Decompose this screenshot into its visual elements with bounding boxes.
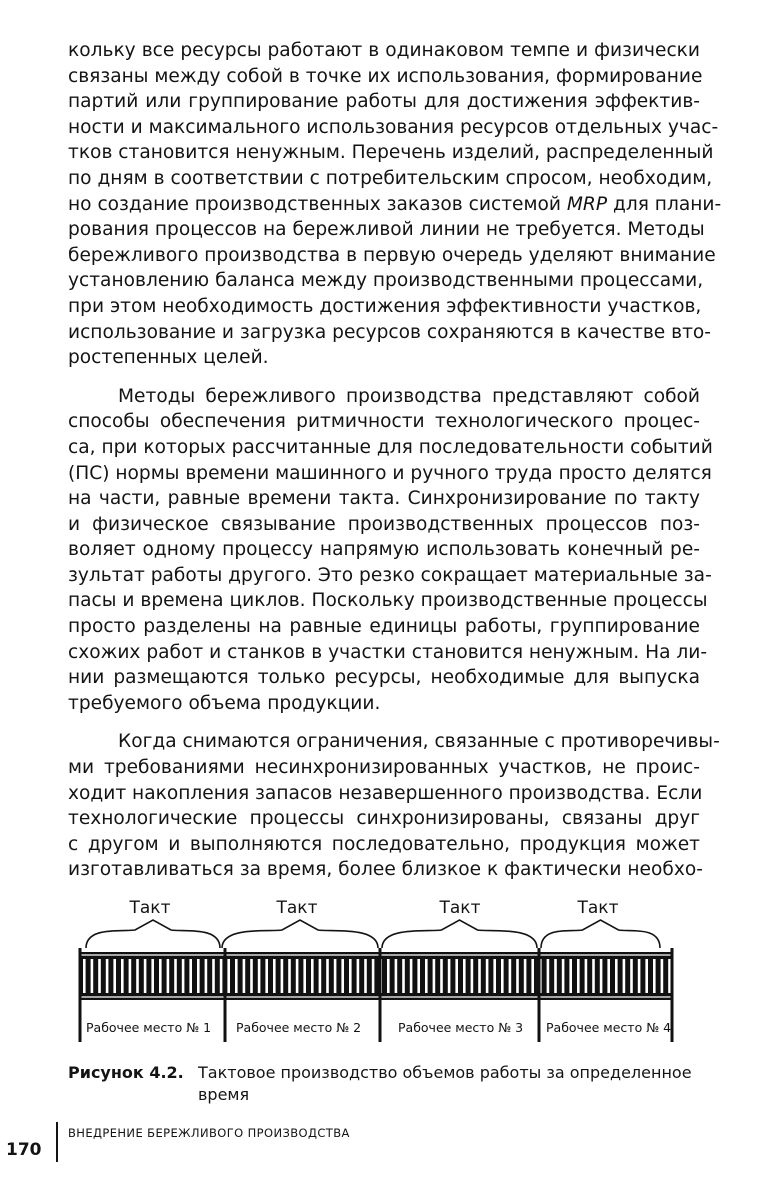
strip-slot <box>531 959 534 993</box>
workstation-label-3: Рабочее место № 3 <box>398 1020 524 1035</box>
text-line: технологические процессы синхронизированы, связаны друг <box>68 808 700 830</box>
body-text <box>68 38 722 883</box>
text-line: по дням в соответствии с потребительским спросом, необходим, <box>68 167 713 189</box>
strip-slot <box>243 959 246 993</box>
strip-slot <box>387 959 390 993</box>
strip-slot <box>600 959 603 993</box>
strip-slot <box>121 959 124 993</box>
strip-slot <box>585 959 588 993</box>
strip-slot <box>250 959 253 993</box>
takt-label-2: Такт <box>276 898 318 918</box>
strip-slot <box>410 959 413 993</box>
strip-slot <box>212 959 215 993</box>
strip-slot <box>417 959 420 993</box>
takt-figure <box>0 886 760 1056</box>
takt-braces <box>86 920 660 948</box>
text-line: са, при которых рассчитанные для последовательности событий <box>68 436 713 458</box>
strip-slot <box>630 959 633 993</box>
text-line: кольку все ресурсы работают в одинаковом темпе и физически <box>68 40 700 61</box>
text-line: ходит накопления запасов незавершенного производства. Если <box>68 782 703 804</box>
text-line: схожих работ и станков в участки становится ненужным. На ли- <box>68 641 708 663</box>
text-line: способы обеспечения ритмичности технологического процес- <box>68 411 700 433</box>
strip-slot <box>91 959 94 993</box>
strip-slot <box>516 959 519 993</box>
strip-slot <box>197 959 200 993</box>
strip-slot <box>167 959 170 993</box>
text-line: Методы бережливого производства представляют собой <box>118 385 700 407</box>
takt-label-1: Такт <box>129 898 171 918</box>
strip-slot <box>174 959 177 993</box>
caption-text: Тактовое производство объемов работы за определенное время <box>198 1063 692 1104</box>
text-line: с другом и выполняются последовательно, продукция может <box>68 833 700 855</box>
strip-slot <box>258 959 261 993</box>
text-line: нии размещаются только ресурсы, необходимые для выпуска <box>68 667 700 689</box>
paragraph-1 <box>68 38 722 371</box>
text-line: Когда снимаются ограничения, связанные с противоречивы- <box>118 731 720 753</box>
running-title: ВНЕДРЕНИЕ БЕРЕЖЛИВОГО ПРОИЗВОДСТВА <box>68 1126 350 1140</box>
strip-slot <box>303 959 306 993</box>
strip-slot <box>638 959 641 993</box>
strip-slot <box>182 959 185 993</box>
workstation-label-1: Рабочее место № 1 <box>86 1020 212 1035</box>
workstation-label-2: Рабочее место № 2 <box>236 1020 362 1035</box>
strip-slot <box>486 959 489 993</box>
strip-slot <box>144 959 147 993</box>
strip-slot <box>288 959 291 993</box>
text-line: ности и максимального использования ресурсов отдельных учас- <box>68 116 719 138</box>
strip-slot <box>478 959 481 993</box>
strip-slot <box>349 959 352 993</box>
strip-slot <box>425 959 428 993</box>
strip-slot <box>341 959 344 993</box>
strip-slot <box>357 959 360 993</box>
strip-slot <box>509 959 512 993</box>
strip-slot <box>493 959 496 993</box>
strip-slot <box>501 959 504 993</box>
strip-slot <box>668 959 671 993</box>
workstation-label-4: Рабочее место № 4 <box>546 1020 672 1035</box>
strip-slot <box>448 959 451 993</box>
strip-slot <box>592 959 595 993</box>
takt-label-4: Такт <box>577 898 619 918</box>
takt-labels <box>129 898 619 918</box>
strip-slot <box>395 959 398 993</box>
strip-slot <box>577 959 580 993</box>
strip-slot <box>106 959 109 993</box>
text-line: ми требованиями несинхронизированных участков, не проис- <box>68 757 700 779</box>
text-line: при этом необходимость достижения эффективности участков, <box>68 295 702 317</box>
strip-slot <box>311 959 314 993</box>
strip-slot <box>129 959 132 993</box>
text-line: просто разделены на равные единицы работы, группирование <box>68 616 700 638</box>
strip-slot <box>372 959 375 993</box>
strip-slot <box>615 959 618 993</box>
text-line: использование и загрузка ресурсов сохраняются в качестве вто- <box>68 321 712 343</box>
strip-slot <box>547 959 550 993</box>
strip-slot <box>645 959 648 993</box>
page-footer <box>0 1122 760 1162</box>
text-line: и физическое связывание производственных процессов поз- <box>68 513 700 535</box>
strip-slot <box>455 959 458 993</box>
strip-slot <box>98 959 101 993</box>
takt-brace <box>222 920 378 948</box>
strip-slot <box>326 959 329 993</box>
text-line: тков становится ненужным. Перечень изделий, распределенный <box>68 142 714 164</box>
strip-slot <box>661 959 664 993</box>
strip-slot <box>113 959 116 993</box>
page-number: 170 <box>6 1140 42 1160</box>
text-line: требуемого объема продукции. <box>68 692 381 714</box>
strip-slot <box>524 959 527 993</box>
station-divider <box>379 948 382 1042</box>
text-line: воляет одному процессу напрямую использовать конечный ре- <box>68 539 700 561</box>
strip-slot <box>569 959 572 993</box>
strip-slot <box>136 959 139 993</box>
strip-slot <box>281 959 284 993</box>
station-divider <box>224 948 227 1042</box>
strip-slot <box>205 959 208 993</box>
strip-slot <box>364 959 367 993</box>
strip-slot <box>220 959 223 993</box>
strip-slot <box>227 959 230 993</box>
text-line: (ПС) нормы времени машинного и ручного труда просто делятся <box>68 462 712 484</box>
takt-label-3: Такт <box>439 898 481 918</box>
takt-brace <box>86 920 220 948</box>
strip-slot <box>402 959 405 993</box>
strip-slot <box>433 959 436 993</box>
text-line: связаны между собой в точке их использования, формирование <box>68 65 703 87</box>
strip-slot <box>151 959 154 993</box>
strip-slot <box>296 959 299 993</box>
strip-slot <box>235 959 238 993</box>
text-line: ростепенных целей. <box>68 347 269 369</box>
strip-slot <box>607 959 610 993</box>
text-line: пасы и времена циклов. Поскольку производственные процессы <box>68 590 708 612</box>
text-line: партий или группирование работы для достижения эффектив- <box>68 91 700 113</box>
strip-slot <box>265 959 268 993</box>
strip-slot <box>440 959 443 993</box>
strip-slot <box>273 959 276 993</box>
strip-slot <box>83 959 86 993</box>
paragraph-3 <box>68 729 720 883</box>
paragraph-2 <box>68 384 713 717</box>
text-line: рования процессов на бережливой линии не требуется. Методы <box>68 219 705 241</box>
strip-slot <box>554 959 557 993</box>
strip-slot <box>189 959 192 993</box>
strip-slot <box>159 959 162 993</box>
strip-slot <box>463 959 466 993</box>
strip-slot <box>562 959 565 993</box>
text-line: но создание производственных заказов системой MRP для плани- <box>68 193 722 215</box>
takt-brace <box>382 920 537 948</box>
caption-label: Рисунок 4.2. <box>68 1063 184 1082</box>
strip-slot <box>334 959 337 993</box>
text-line: бережливого производства в первую очередь уделяют внимание <box>68 244 716 266</box>
text-line: изготавливаться за время, более близкое к фактически необхо- <box>68 859 703 881</box>
strip-slot <box>471 959 474 993</box>
footer-rule <box>56 1122 58 1162</box>
strip-slot <box>319 959 322 993</box>
strip-slot <box>653 959 656 993</box>
station-divider <box>79 948 82 1042</box>
text-line: на части, равные времени такта. Синхронизирование по такту <box>68 488 700 510</box>
takt-brace <box>541 920 660 948</box>
text-line: зультат работы другого. Это резко сокращает материальные за- <box>68 564 712 586</box>
strip-slot <box>623 959 626 993</box>
takt-diagram <box>0 886 760 1056</box>
station-divider <box>538 948 541 1042</box>
text-line: установлению баланса между производственными процессами, <box>68 270 704 292</box>
